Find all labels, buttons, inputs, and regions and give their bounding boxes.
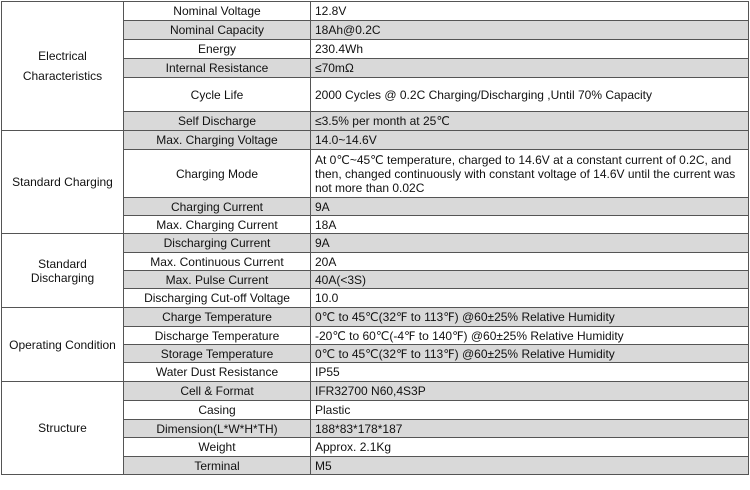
param-label: Max. Charging Current [124,216,311,234]
param-value: 40A(<3S) [311,271,749,289]
param-value: -20℃ to 60℃(-4℉ to 140℉) @60±25% Relative Humidity [311,327,749,345]
category-label: Standard Discharging [30,256,95,285]
category-standard-discharging [2,234,124,308]
param-value: ≤70mΩ [311,59,749,78]
param-label: Terminal [124,457,311,475]
spec-row [2,2,749,21]
category-structure [2,382,124,475]
param-value: 12.8V [311,2,749,21]
param-label: Max. Pulse Current [124,271,311,289]
param-label: Discharging Cut-off Voltage [124,289,311,308]
category-label: Standard Charging [12,175,113,189]
param-value: IFR32700 N60,4S3P [311,382,749,401]
param-value: M5 [311,457,749,475]
category-standard-charging [2,131,124,234]
category-label: Structure [38,421,87,435]
param-value: IP55 [311,363,749,382]
spec-row [2,234,749,253]
param-value: 18Ah@0.2C [311,21,749,40]
param-label: Cycle Life [124,78,311,112]
category-label: Characteristics [22,69,103,83]
param-label: Charging Mode [124,150,311,198]
param-value: 0℃ to 45℃(32℉ to 113℉) @60±25% Relative Humidity [311,308,749,327]
param-label: Discharge Temperature [124,327,311,345]
param-value: At 0℃~45℃ temperature, charged to 14.6V at a constant current of 0.2C, and then, changed continuously with constant voltage of 14.6V until the current was not more than 0.02C [311,150,749,198]
param-value: Approx. 2.1Kg [311,438,749,457]
param-label: Energy [124,40,311,59]
param-value: ≤3.5% per month at 25℃ [311,112,749,131]
param-label: Max. Continuous Current [124,253,311,271]
param-label: Casing [124,401,311,420]
param-label: Charge Temperature [124,308,311,327]
param-value: 10.0 [311,289,749,308]
param-label: Max. Charging Voltage [124,131,311,150]
param-value: 0℃ to 45℃(32℉ to 113℉) @60±25% Relative Humidity [311,345,749,363]
spec-row [2,131,749,150]
param-value: 18A [311,216,749,234]
param-label: Nominal Capacity [124,21,311,40]
param-value: 14.0~14.6V [311,131,749,150]
param-value: 9A [311,198,749,216]
param-label: Cell & Format [124,382,311,401]
param-label: Weight [124,438,311,457]
param-value: 188*83*178*187 [311,420,749,438]
spec-row [2,382,749,401]
param-label: Water Dust Resistance [124,363,311,382]
category-electrical-characteristics [2,2,124,131]
spec-table [1,1,749,475]
category-operating-condition [2,308,124,382]
param-label: Discharging Current [124,234,311,253]
param-label: Nominal Voltage [124,2,311,21]
param-value: 9A [311,234,749,253]
param-label: Internal Resistance [124,59,311,78]
param-value: 2000 Cycles @ 0.2C Charging/Discharging ,Until 70% Capacity [311,78,749,112]
param-value: 20A [311,253,749,271]
category-label: Electrical [38,49,87,63]
param-value: 230.4Wh [311,40,749,59]
param-value: Plastic [311,401,749,420]
param-label: Charging Current [124,198,311,216]
param-label: Self Discharge [124,112,311,131]
spec-row [2,308,749,327]
category-label: Operating Condition [9,337,116,352]
param-label: Dimension(L*W*H*TH) [124,420,311,438]
param-label: Storage Temperature [124,345,311,363]
spec-table-body [2,2,749,475]
